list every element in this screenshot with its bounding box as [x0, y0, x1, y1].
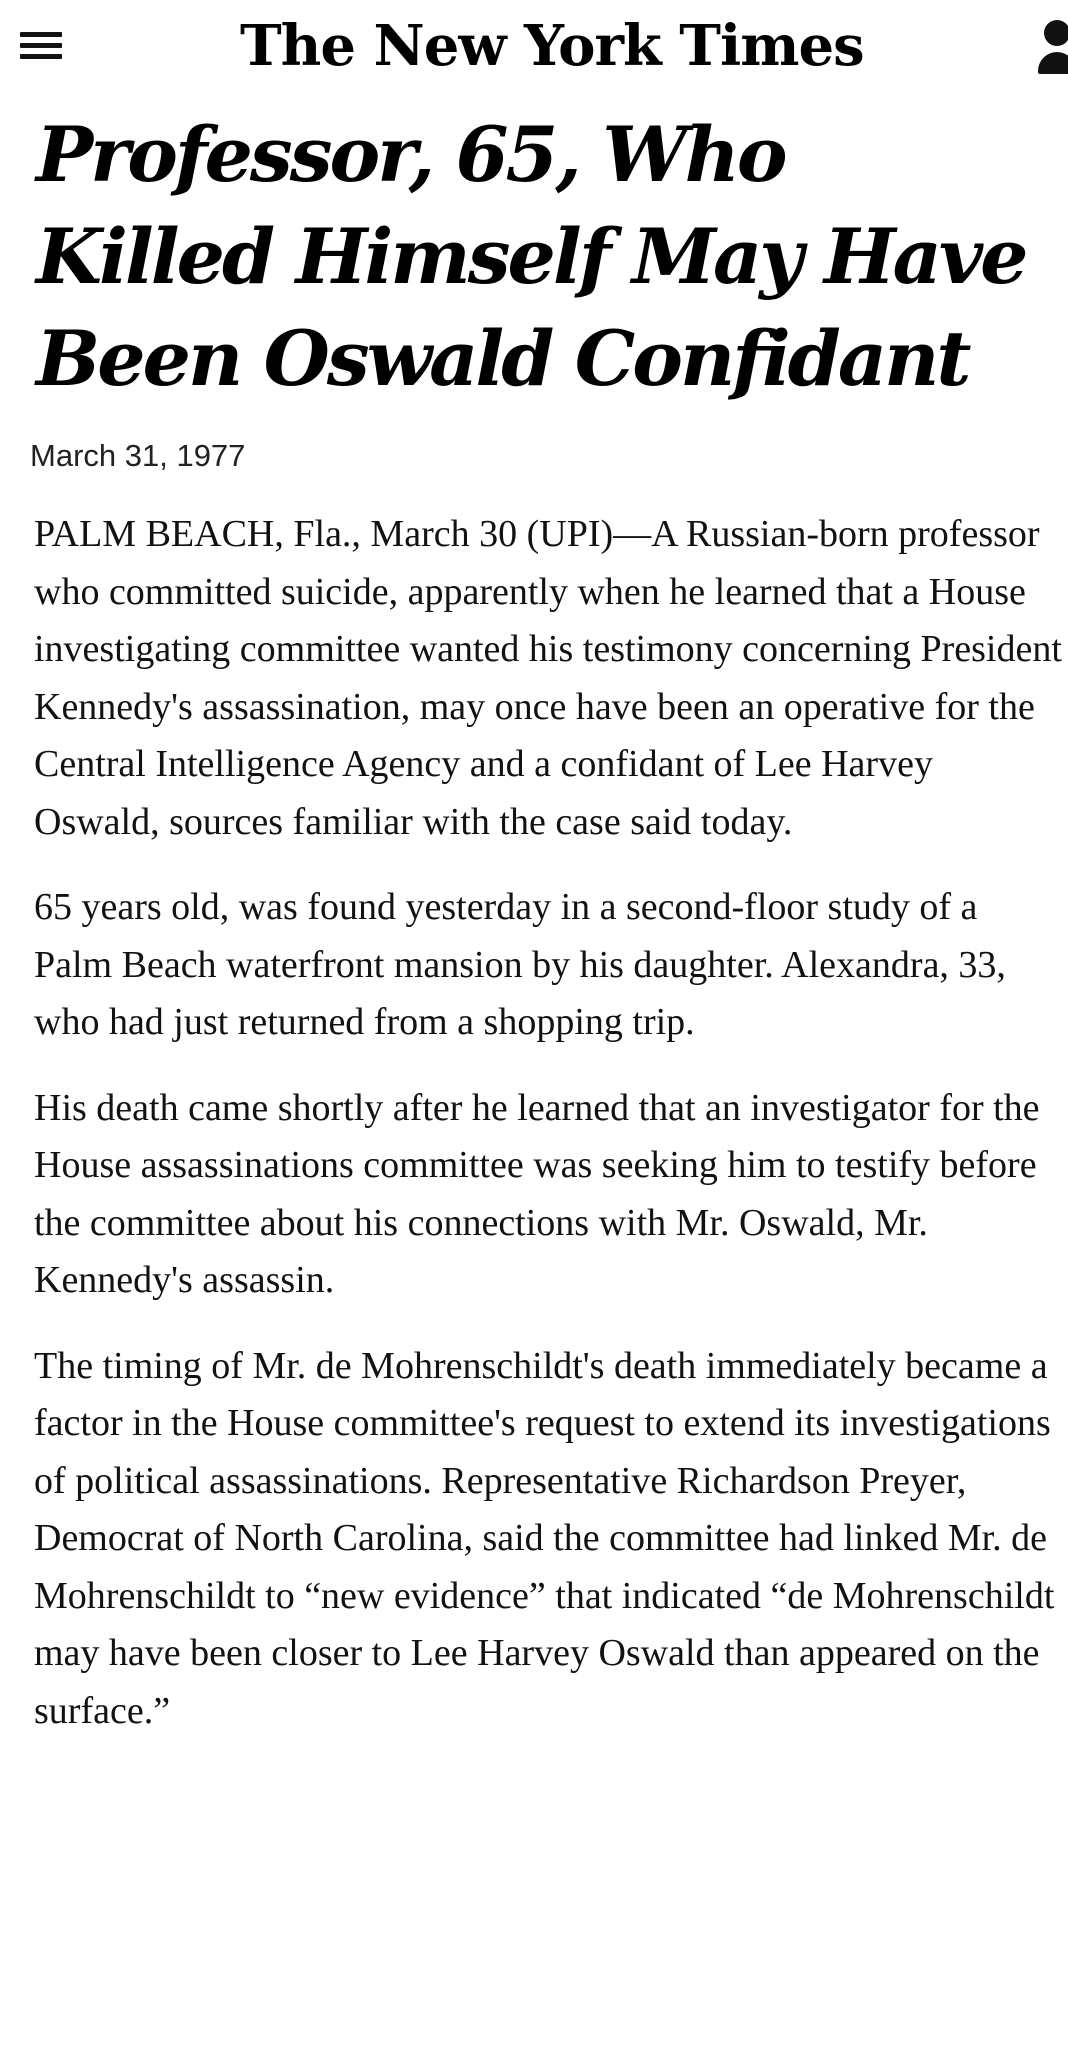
masthead-logo[interactable]: The New York Times — [240, 13, 864, 79]
article-headline: Professor, 65, Who Killed Himself May Have Been Oswald Confidant — [36, 110, 1026, 403]
top-bar — [0, 0, 1068, 100]
menu-line — [20, 54, 62, 59]
account-icon-head — [1044, 20, 1068, 46]
article-body — [34, 506, 1064, 1768]
account-icon-body — [1038, 52, 1068, 74]
article-paragraph: The timing of Mr. de Mohrenschildt's death immediately became a factor in the House committee's request to extend its investigations of political assassinations. Representative Richardson Preyer, Democrat of North Carolina, said the committee had linked Mr. de Mohrenschildt to “new evidence” that indicated “de Mohrenschildt may have been closer to Lee Harvey Oswald than appeared on the surface.” — [34, 1344, 1055, 1732]
hamburger-menu-icon[interactable] — [20, 26, 64, 60]
account-icon[interactable] — [1038, 18, 1068, 74]
menu-line — [20, 43, 62, 48]
menu-line — [20, 32, 62, 37]
article-paragraph: His death came shortly after he learned that an investigator for the House assassinations committee was seeking him to testify before the committee about his connections with Mr. Oswald, Mr. Kennedy's assassin. — [34, 1086, 1040, 1301]
article-paragraph: 65 years old, was found yesterday in a second-floor study of a Palm Beach waterfront mansion by his daughter. Alexandra, 33, who had just returned from a shopping trip. — [34, 886, 1006, 1043]
article-date: March 31, 1977 — [30, 438, 246, 473]
article-paragraph: PALM BEACH, Fla., March 30 (UPI)—A Russian-born professor who committed suicide, apparently when he learned that a House investigating committee wanted his testimony concerning President Kennedy's assassination, may once have been an operative for the Central Intelligence Agency and a confidant of Lee Harvey Oswald, sources familiar with the case said today. — [34, 513, 1062, 843]
